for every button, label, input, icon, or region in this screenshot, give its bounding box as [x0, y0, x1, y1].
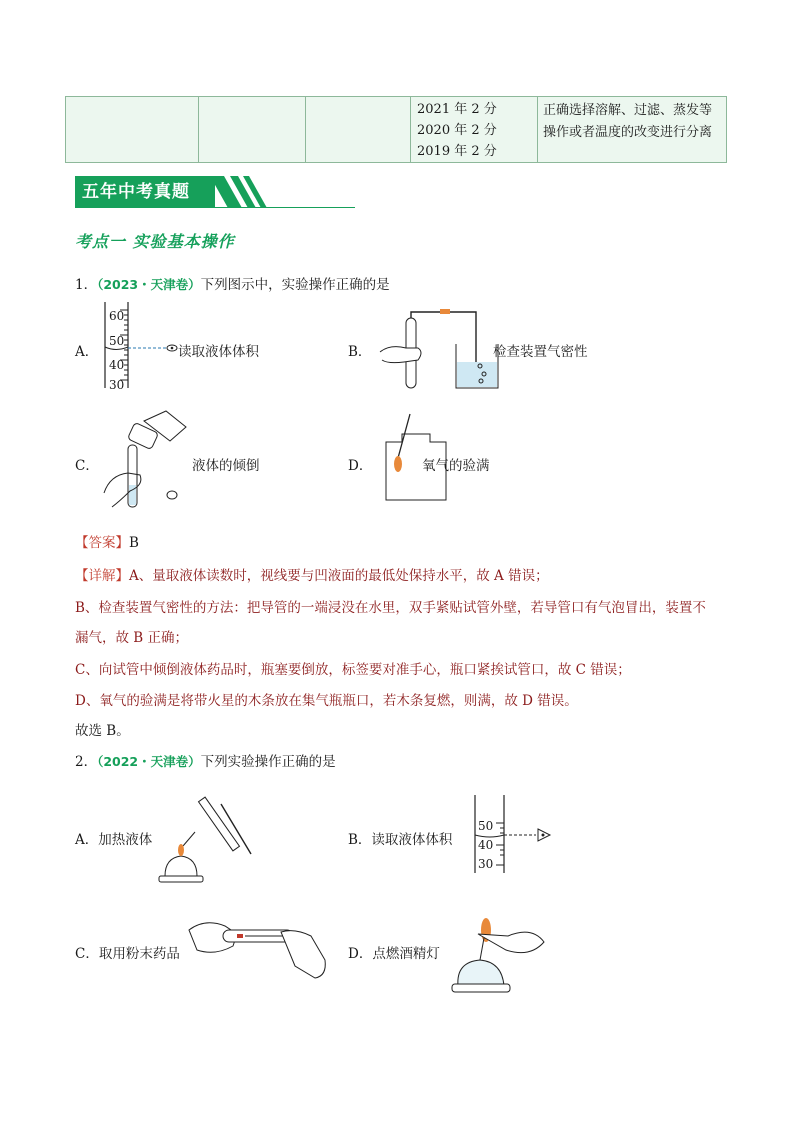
airtightness-figure [378, 304, 503, 392]
q1-detail-c: C、向试管中倾倒液体药品时，瓶塞要倒放，标签要对准手心，瓶口紧挨试管口，故 C 错误； [75, 662, 631, 678]
answer-value: B [129, 535, 139, 551]
q2-option-b: B．读取液体体积 [348, 832, 453, 848]
section-underline [75, 207, 355, 208]
table-cell [306, 97, 411, 163]
kaodian-heading: 考点一 实验基本操作 [75, 232, 235, 251]
table-cell [66, 97, 199, 163]
question-2-stem: 2．（2022・天津卷）下列实验操作正确的是 [75, 754, 336, 770]
year-score: 2021 年 2 分 [417, 102, 497, 117]
q1-option-b-caption: 检查装置气密性 [493, 344, 588, 360]
year-score: 2019 年 2 分 [417, 144, 497, 159]
answer-label: 【答案】 [75, 535, 129, 551]
exam-analysis-table [65, 96, 727, 163]
q1-detail-d: D、氧气的验满是将带火星的木条放在集气瓶瓶口，若木条复燃，则满，故 D 错误。 [75, 693, 578, 709]
q1-option-a-label: A． [75, 344, 99, 360]
liquid-pouring-figure [100, 405, 190, 513]
powder-reagent-figure [185, 916, 335, 982]
section-title: 五年中考真题 [82, 182, 190, 202]
q1-option-c-label: C． [75, 458, 99, 474]
q1-option-c-caption: 液体的倾倒 [192, 458, 260, 474]
question-source: （2023・天津卷） [97, 277, 201, 292]
q2-option-a: A．加热液体 [75, 832, 153, 848]
cylinder-tick-labels: 60 50 40 30 [109, 309, 125, 392]
question-source: （2022・天津卷） [97, 754, 201, 769]
q2-option-c: C．取用粉末药品 [75, 946, 180, 962]
q2-option-d: D．点燃酒精灯 [348, 946, 440, 962]
year-score: 2020 年 2 分 [417, 123, 497, 138]
table-cell [199, 97, 306, 163]
question-1-stem: 1．（2023・天津卷）下列图示中，实验操作正确的是 [75, 277, 390, 293]
q1-answer [75, 531, 139, 551]
q1-detail-a: 【详解】A、量取液体读数时，视线要与凹液面的最低处保持水平，故 A 错误； [75, 568, 549, 584]
cylinder-2-tick-labels: 50 40 30 [478, 819, 494, 871]
q1-option-a-caption: 读取液体体积 [178, 344, 259, 360]
q1-conclusion: 故选 B。 [75, 723, 130, 739]
alcohol-lamp-figure [448, 906, 558, 998]
heating-liquid-figure [155, 792, 255, 888]
table-cell-years [411, 97, 538, 163]
q1-option-d-label: D． [348, 458, 373, 474]
q1-detail-b1: B、检查装置气密性的方法：把导管的一端浸没在水里，双手紧贴试管外壁，若导管口有气泡冒出，装置不 [75, 600, 706, 616]
q1-detail-b2: 漏气，故 B 正确； [75, 630, 189, 646]
q1-option-d-caption: 氧气的验满 [422, 458, 490, 474]
detail-label: 【详解】 [75, 568, 129, 584]
table-cell-requirement: 正确选择溶解、过滤、蒸发等操作或者温度的改变进行分离 [538, 97, 727, 163]
banner-stripes [210, 176, 270, 208]
q1-option-b-label: B． [348, 344, 372, 360]
